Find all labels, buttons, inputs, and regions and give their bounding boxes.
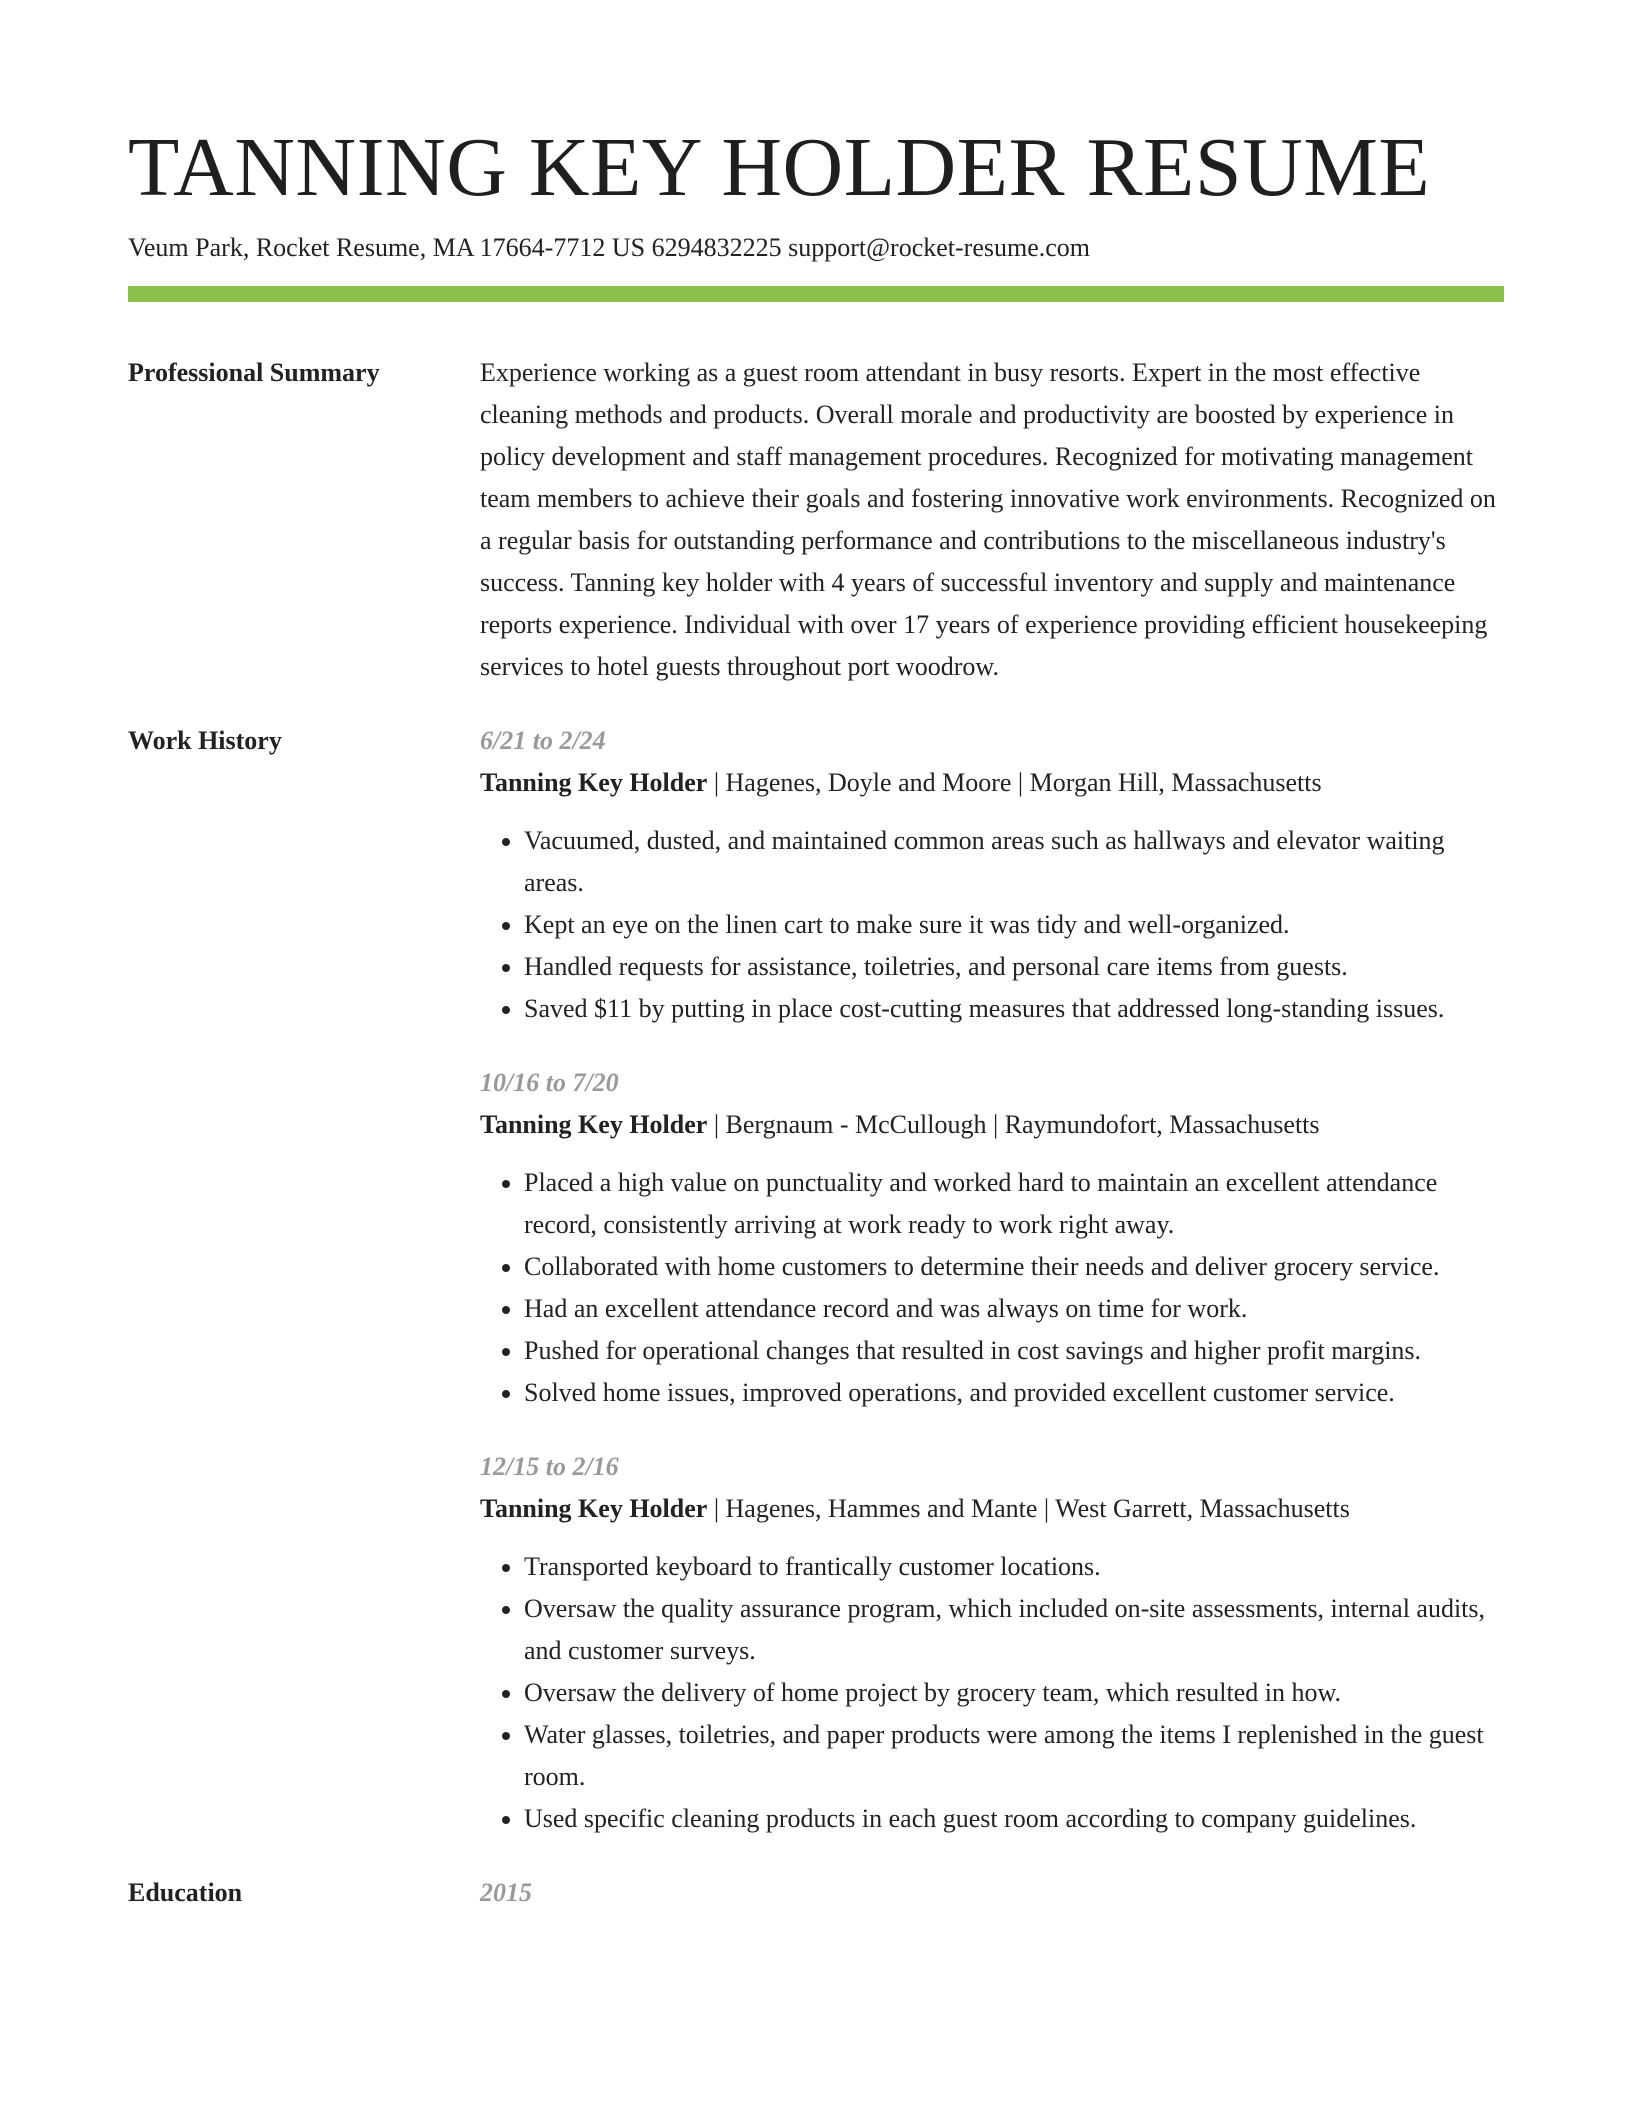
list-item: • Collaborated with home customers to determine their needs and deliver grocery service.	[524, 1246, 1504, 1288]
job-entry	[480, 720, 1504, 1030]
job-role: Tanning Key Holder	[480, 1494, 708, 1523]
list-item: • Pushed for operational changes that resulted in cost savings and higher profit margins.	[524, 1330, 1504, 1372]
list-item: • Placed a high value on punctuality and worked hard to maintain an excellent attendance record, consistently arriving at work ready to work right away.	[524, 1162, 1504, 1246]
job-details: | Hagenes, Doyle and Moore | Morgan Hill, Massachusetts	[707, 768, 1322, 797]
job-dates: 6/21 to 2/24	[480, 726, 606, 755]
job-bullets	[480, 820, 1504, 1030]
list-item: • Saved $11 by putting in place cost-cutting measures that addressed long-standing issues.	[524, 988, 1504, 1030]
list-item: • Used specific cleaning products in each guest room according to company guidelines.	[524, 1798, 1504, 1840]
professional-summary-section	[128, 352, 1504, 688]
list-item: • Water glasses, toiletries, and paper products were among the items I replenished in the guest room.	[524, 1714, 1504, 1798]
job-role: Tanning Key Holder	[480, 1110, 708, 1139]
job-entry	[480, 1446, 1504, 1840]
work-history-section	[128, 720, 1504, 1840]
job-dates: 12/15 to 2/16	[480, 1452, 619, 1481]
page-title: TANNING KEY HOLDER RESUME	[128, 121, 1431, 214]
list-item: • Vacuumed, dusted, and maintained common areas such as hallways and elevator waiting areas.	[524, 820, 1504, 904]
job-details: | Bergnaum - McCullough | Raymundofort, Massachusetts	[707, 1110, 1320, 1139]
job-bullets	[480, 1162, 1504, 1414]
work-history-body	[480, 720, 1504, 1840]
job-role: Tanning Key Holder	[480, 768, 708, 797]
list-item: • Handled requests for assistance, toiletries, and personal care items from guests.	[524, 946, 1504, 988]
education-dates: 2015	[480, 1878, 532, 1907]
summary-text: Experience working as a guest room attendant in busy resorts. Expert in the most effective cleaning methods and products. Overall morale and productivity are boosted by experience in policy development and staff management procedures. Recognized for motivating management team members to achieve their goals and fostering innovative work environments. Recognized on a regular basis for outstanding performance and contributions to the miscellaneous industry's success. Tanning key holder with 4 years of successful inventory and supply and maintenance reports experience. Individual with over 17 years of experience providing efficient housekeeping services to hotel guests throughout port woodrow.	[480, 358, 1496, 681]
resume-page	[128, 118, 1504, 1914]
job-entry	[480, 1062, 1504, 1414]
list-item: • Had an excellent attendance record and was always on time for work.	[524, 1288, 1504, 1330]
contact-email: support@rocket-resume.com	[788, 233, 1091, 262]
section-label-education: Education	[128, 1878, 243, 1907]
list-item: • Transported keyboard to frantically customer locations.	[524, 1546, 1504, 1588]
job-title-line	[480, 1488, 1504, 1530]
education-body	[480, 1872, 1504, 1914]
job-details: | Hagenes, Hammes and Mante | West Garrett, Massachusetts	[707, 1494, 1350, 1523]
section-label-summary: Professional Summary	[128, 358, 380, 387]
list-item: • Kept an eye on the linen cart to make sure it was tidy and well-organized.	[524, 904, 1504, 946]
contact-line	[128, 230, 1504, 266]
list-item: • Oversaw the quality assurance program, which included on-site assessments, internal audits, and customer surveys.	[524, 1588, 1504, 1672]
job-bullets	[480, 1546, 1504, 1840]
education-section	[128, 1872, 1504, 1914]
contact-address: Veum Park, Rocket Resume, MA 17664-7712 US	[128, 233, 646, 262]
contact-phone: 6294832225	[651, 233, 782, 262]
accent-divider	[128, 286, 1504, 302]
resume-header	[128, 118, 1504, 302]
job-title-line	[480, 762, 1504, 804]
job-title-line	[480, 1104, 1504, 1146]
section-label-work: Work History	[128, 726, 282, 755]
list-item: • Oversaw the delivery of home project by grocery team, which resulted in how.	[524, 1672, 1504, 1714]
job-dates: 10/16 to 7/20	[480, 1068, 619, 1097]
list-item: • Solved home issues, improved operations, and provided excellent customer service.	[524, 1372, 1504, 1414]
